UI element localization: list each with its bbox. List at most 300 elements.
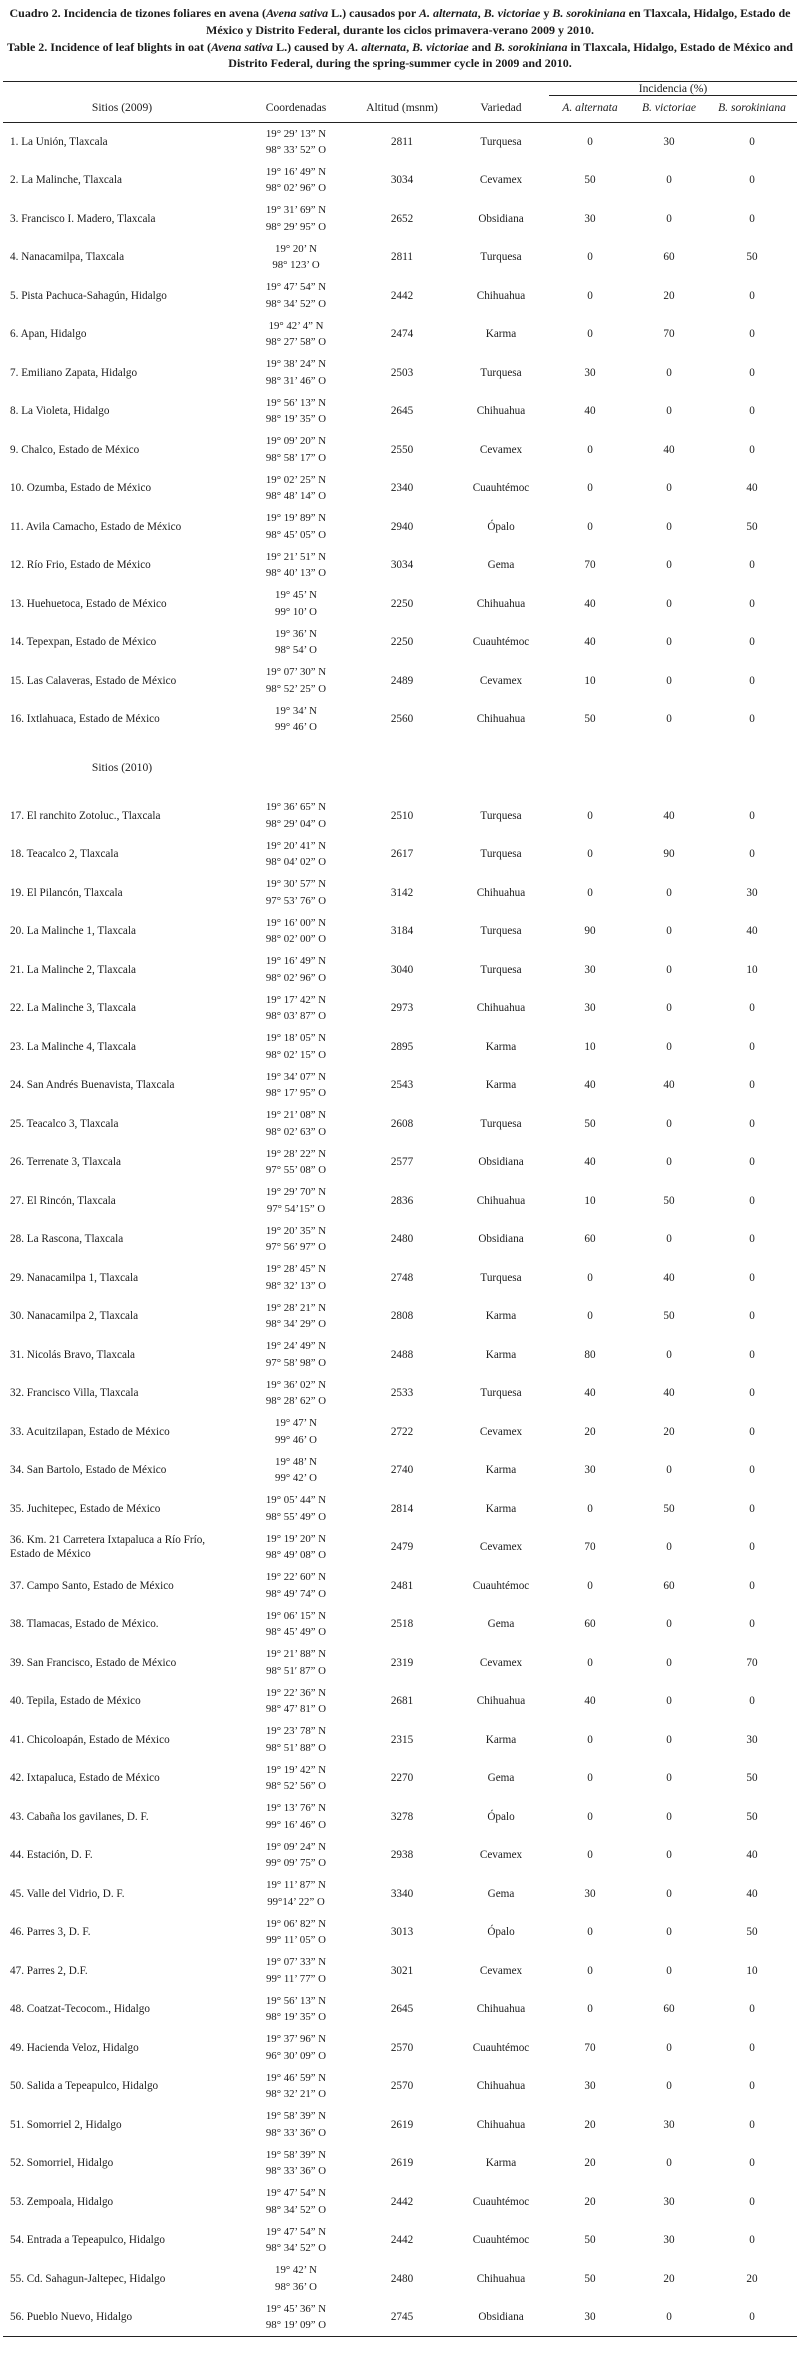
variety-value: Turquesa [480,136,522,149]
incidence-victoriae: 60 [663,251,675,264]
site-name: 37. Campo Santo, Estado de México [10,1579,174,1592]
incidence-alternata: 40 [584,405,596,418]
incidence-alternata: 40 [584,1387,596,1400]
incidence-sorokiniana: 0 [749,1117,755,1130]
latitude: 19° 09’ 24” N [265,1840,327,1853]
title-text: Table 2. Incidence of leaf blights in oat ( [7,39,211,54]
latitude: 19° 21’ 08” N [265,1109,327,1122]
site-name: 2. La Malinche, Tlaxcala [10,174,122,187]
col-header-alternata: A. alternata [549,96,631,123]
altitude-value: 2250 [390,597,414,610]
site-name: 35. Juchitepec, Estado de México [10,1502,161,1515]
table-row [3,2298,797,2337]
latitude: 19° 09’ 20” N [265,435,327,448]
site-name: 7. Emiliano Zapata, Hidalgo [10,366,138,379]
variety-value: Chihuahua [476,1695,526,1708]
site-name: 22. La Malinche 3, Tlaxcala [10,1002,136,1015]
variety-value: Chihuahua [476,1194,526,1207]
longitude: 99° 46’ O [275,1433,317,1446]
incidence-victoriae: 0 [666,636,672,649]
table-row [3,2106,797,2145]
variety-value: Turquesa [480,251,522,264]
table-row [3,1066,797,1105]
variety-value: Chihuahua [476,2272,526,2285]
altitude-value: 2510 [390,809,414,822]
site-name: 1. La Unión, Tlaxcala [10,136,108,149]
site-name: 9. Chalco, Estado de México [10,443,140,456]
incidence-sorokiniana: 0 [749,1695,755,1708]
coordinates [241,1143,351,1182]
altitude-value: 2315 [390,1733,414,1746]
incidencia-header: Incidencia (%) [549,82,797,96]
variety-value: Ópalo [487,1810,515,1823]
coordinates [241,1990,351,2029]
altitude-value: 2645 [390,2003,414,2016]
incidence-alternata: 40 [584,636,596,649]
incidence-victoriae: 0 [666,2041,672,2054]
coordinates [241,1759,351,1798]
incidence-table [3,81,797,2337]
coordinates [241,1567,351,1606]
incidence-alternata: 30 [584,2080,596,2093]
incidence-alternata: 30 [584,1002,596,1015]
site-name: 26. Terrenate 3, Tlaxcala [10,1156,121,1169]
incidence-victoriae: 40 [663,1271,675,1284]
site-name: 33. Acuitzilapan, Estado de México [10,1425,170,1438]
latitude: 19° 05’ 44” N [265,1494,327,1507]
site-name: 49. Hacienda Veloz, Hidalgo [10,2041,139,2054]
incidence-alternata: 30 [584,1464,596,1477]
latitude: 19° 17’ 42” N [265,993,327,1006]
incidence-victoriae: 50 [663,1194,675,1207]
incidence-sorokiniana: 0 [749,443,755,456]
incidence-victoriae: 0 [666,405,672,418]
site-name: 28. La Rascona, Tlaxcala [10,1233,124,1246]
incidence-sorokiniana: 30 [746,1733,758,1746]
longitude: 98° 55’ 49” O [265,1510,327,1523]
incidence-alternata: 10 [584,1040,596,1053]
table-row [3,1682,797,1721]
table-row [3,1721,797,1760]
table-row [3,277,797,316]
table-row [3,1220,797,1259]
titles [5,5,795,72]
incidence-alternata: 0 [587,1964,593,1977]
coordinates [241,1798,351,1837]
longitude: 97° 53’ 76” O [265,894,327,907]
longitude: 98° 19’ 35” O [265,413,327,426]
incidencia-group-row [3,82,797,96]
species-name: A. alternata [347,39,407,54]
table-row [3,1490,797,1529]
incidence-alternata: 0 [587,848,593,861]
site-name: 4. Nanacamilpa, Tlaxcala [10,251,125,264]
table-row [3,1182,797,1221]
table-row [3,2144,797,2183]
latitude: 19° 48’ N [275,1455,317,1468]
site-name: 3. Francisco I. Madero, Tlaxcala [10,212,156,225]
coordinates [241,912,351,951]
latitude: 19° 34’ N [275,704,317,717]
coordinates [241,1028,351,1067]
longitude: 98° 04’ 02” O [265,856,327,869]
variety-value: Cevamex [479,1656,523,1669]
incidence-sorokiniana: 0 [749,713,755,726]
incidence-sorokiniana: 50 [746,1810,758,1823]
site-name: 34. San Bartolo, Estado de México [10,1464,167,1477]
variety-value: Chihuahua [476,2118,526,2131]
variety-value: Ópalo [487,520,515,533]
incidence-alternata: 0 [587,1271,593,1284]
incidence-victoriae: 60 [663,1579,675,1592]
species-name: Avena sativa [266,6,329,20]
longitude: 98° 49’ 74” O [265,1587,327,1600]
site-name: 29. Nanacamilpa 1, Tlaxcala [10,1271,139,1284]
title-text: L.) causados por [328,6,419,20]
table-row [3,874,797,913]
incidence-victoriae: 0 [666,1656,672,1669]
site-name: 11. Avila Camacho, Estado de México [10,520,182,533]
variety-value: Cuauhtémoc [472,482,530,495]
table-row [3,1913,797,1952]
incidence-alternata: 50 [584,713,596,726]
incidence-victoriae: 40 [663,1387,675,1400]
incidence-alternata: 0 [587,1733,593,1746]
latitude: 19° 30’ 57” N [265,878,327,891]
variety-value: Chihuahua [476,886,526,899]
incidence-sorokiniana: 40 [746,1849,758,1862]
title-text: y [540,6,553,20]
coordinates [241,200,351,239]
latitude: 19° 20’ 41” N [265,839,327,852]
longitude: 98° 34’ 52” O [265,297,327,310]
longitude: 98° 51’ 88” O [265,1741,327,1754]
coordinates [241,1336,351,1375]
table-row [3,2183,797,2222]
site-name: 23. La Malinche 4, Tlaxcala [10,1040,136,1053]
site-name: 20. La Malinche 1, Tlaxcala [10,925,136,938]
altitude-value: 2973 [390,1002,414,1015]
incidence-sorokiniana: 0 [749,1079,755,1092]
latitude: 19° 13’ 76” N [265,1802,327,1815]
site-name: 54. Entrada a Tepeapulco, Hidalgo [10,2234,165,2247]
altitude-value: 3034 [390,559,414,572]
longitude: 98° 29’ 04” O [265,817,327,830]
site-name: 5. Pista Pachuca-Sahagún, Hidalgo [10,289,167,302]
variety-value: Cuauhtémoc [472,2234,530,2247]
incidence-sorokiniana: 50 [746,1926,758,1939]
longitude: 97° 58’ 98” O [265,1356,327,1369]
incidence-alternata: 0 [587,289,593,302]
variety-value: Chihuahua [476,289,526,302]
latitude: 19° 19’ 42” N [265,1763,327,1776]
longitude: 98° 33’ 36” O [265,2165,327,2178]
variety-value: Obsidiana [478,1156,524,1169]
incidence-alternata: 0 [587,520,593,533]
incidence-sorokiniana: 20 [746,2272,758,2285]
incidence-victoriae: 20 [663,289,675,302]
incidence-alternata: 0 [587,1656,593,1669]
variety-value: Turquesa [480,925,522,938]
altitude-value: 2543 [390,1079,414,1092]
table-row [3,1567,797,1606]
incidence-alternata: 20 [584,2157,596,2170]
site-name: 36. Km. 21 Carretera Ixtapaluca a Río Frío, Estado de México [10,1534,206,1561]
section-2010 [3,739,797,797]
variety-value: Cuauhtémoc [472,636,530,649]
longitude: 98° 45’ 49” O [265,1626,327,1639]
incidence-victoriae: 60 [663,2003,675,2016]
table-row [3,2029,797,2068]
incidence-sorokiniana: 0 [749,136,755,149]
coordinates [241,989,351,1028]
site-name: 27. El Rincón, Tlaxcala [10,1194,116,1207]
coordinates [241,354,351,393]
incidence-alternata: 0 [587,443,593,456]
latitude: 19° 19’ 20” N [265,1532,327,1545]
latitude: 19° 37’ 96” N [265,2033,327,2046]
incidence-alternata: 40 [584,597,596,610]
latitude: 19° 19’ 89” N [265,512,327,525]
incidence-sorokiniana: 40 [746,925,758,938]
longitude: 98° 02’ 00” O [265,933,327,946]
variety-value: Ópalo [487,1926,515,1939]
coordinates [241,315,351,354]
coordinates [241,623,351,662]
incidence-alternata: 30 [584,212,596,225]
coordinates [241,1952,351,1991]
incidence-alternata: 20 [584,2195,596,2208]
altitude-value: 2836 [390,1194,414,1207]
table-row [3,1644,797,1683]
incidence-alternata: 0 [587,886,593,899]
incidence-alternata: 50 [584,174,596,187]
incidence-alternata: 0 [587,2003,593,2016]
table-row [3,1143,797,1182]
coordinates [241,1836,351,1875]
longitude: 98° 32’ 13” O [265,1279,327,1292]
longitude: 98° 02’ 63” O [265,1125,327,1138]
incidence-alternata: 0 [587,482,593,495]
coordinates [241,1682,351,1721]
site-name: 53. Zempoala, Hidalgo [10,2195,114,2208]
longitude: 97° 54’15” O [266,1202,326,1215]
longitude: 98° 03’ 87” O [265,1010,327,1023]
table-row [3,2260,797,2299]
altitude-value: 2895 [390,1040,414,1053]
table-row [3,546,797,585]
incidence-victoriae: 0 [666,1002,672,1015]
coordinates [241,1259,351,1298]
longitude: 99° 42’ O [275,1472,317,1485]
coordinates [241,797,351,836]
altitude-value: 2722 [390,1425,414,1438]
incidence-victoriae: 0 [666,1810,672,1823]
latitude: 19° 46’ 59” N [265,2071,327,2084]
site-name: 48. Coatzat-Tecocom., Hidalgo [10,2003,150,2016]
table-row [3,1605,797,1644]
coordinates [241,1066,351,1105]
coordinates [241,585,351,624]
incidence-sorokiniana: 0 [749,289,755,302]
table-row [3,1451,797,1490]
incidence-victoriae: 0 [666,212,672,225]
site-name: 39. San Francisco, Estado de México [10,1656,177,1669]
longitude: 98° 34’ 52” O [265,2242,327,2255]
incidence-sorokiniana: 0 [749,2234,755,2247]
coordinates [241,1875,351,1914]
site-name: 43. Cabaña los gavilanes, D. F. [10,1810,149,1823]
site-name: 30. Nanacamilpa 2, Tlaxcala [10,1310,139,1323]
incidence-sorokiniana: 0 [749,1387,755,1400]
latitude: 19° 47’ 54” N [265,2187,327,2200]
table-row [3,354,797,393]
longitude: 98° 34’ 52” O [265,2203,327,2216]
variety-value: Turquesa [480,848,522,861]
coordinates [241,546,351,585]
variety-value: Cevamex [479,174,523,187]
incidence-alternata: 90 [584,925,596,938]
variety-value: Chihuahua [476,2080,526,2093]
variety-value: Chihuahua [476,713,526,726]
coordinates [241,1490,351,1529]
col-header-sorokiniana: B. sorokiniana [707,96,797,123]
variety-value: Cevamex [479,443,523,456]
latitude: 19° 06’ 82” N [265,1917,327,1930]
variety-value: Karma [485,1464,517,1477]
latitude: 19° 16’ 49” N [265,955,327,968]
table-row [3,1528,797,1567]
incidence-sorokiniana: 0 [749,1425,755,1438]
incidence-alternata: 0 [587,809,593,822]
incidence-alternata: 70 [584,559,596,572]
latitude: 19° 28’ 22” N [265,1147,327,1160]
coordinates [241,2221,351,2260]
coordinates [241,1413,351,1452]
latitude: 19° 28’ 45” N [265,1263,327,1276]
table-row [3,2221,797,2260]
altitude-value: 2488 [390,1348,414,1361]
longitude: 98° 28’ 62” O [265,1395,327,1408]
table-row [3,469,797,508]
altitude-value: 3142 [390,886,414,899]
col-header-coords: Coordenadas [241,96,351,123]
incidence-alternata: 50 [584,1117,596,1130]
site-name: 19. El Pilancón, Tlaxcala [10,886,123,899]
altitude-value: 2577 [390,1156,414,1169]
incidence-sorokiniana: 0 [749,848,755,861]
latitude: 19° 58’ 39” N [265,2110,327,2123]
incidence-sorokiniana: 50 [746,1772,758,1785]
longitude: 98° 45’ 05” O [265,528,327,541]
table-row [3,835,797,874]
site-name: 8. La Violeta, Hidalgo [10,405,110,418]
incidence-alternata: 0 [587,1502,593,1515]
variety-value: Karma [485,1348,517,1361]
longitude: 99° 10’ O [275,605,317,618]
site-name: 21. La Malinche 2, Tlaxcala [10,963,136,976]
table-row [3,989,797,1028]
incidence-sorokiniana: 0 [749,2041,755,2054]
col-header-variety: Variedad [453,96,549,123]
altitude-value: 2652 [390,212,414,225]
incidence-alternata: 0 [587,136,593,149]
latitude: 19° 42’ N [275,2264,317,2277]
coordinates [241,161,351,200]
site-name: 42. Ixtapaluca, Estado de México [10,1772,160,1785]
incidence-alternata: 0 [587,1849,593,1862]
rows-2009 [3,123,797,739]
latitude: 19° 22’ 36” N [265,1686,327,1699]
incidence-victoriae: 0 [666,1849,672,1862]
coordinates [241,1182,351,1221]
coordinates [241,1297,351,1336]
table-row [3,1952,797,1991]
variety-value: Gema [487,1887,515,1900]
longitude: 99° 09’ 75” O [265,1857,327,1870]
incidence-sorokiniana: 0 [749,1464,755,1477]
title-text: en Tlaxcala, Hidalgo, Estado de México y Distrito Federal, durante los ciclos primavera-verano 2009 y 2010. [206,6,791,37]
incidence-alternata: 0 [587,328,593,341]
longitude: 98° 33’ 36” O [265,2126,327,2139]
rows-2010 [3,797,797,2337]
coordinates [241,277,351,316]
longitude: 98° 34’ 29” O [265,1318,327,1331]
latitude: 19° 34’ 07” N [265,1070,327,1083]
variety-value: Gema [487,559,515,572]
longitude: 98° 19’ 35” O [265,2011,327,2024]
incidence-sorokiniana: 0 [749,1310,755,1323]
longitude: 98° 58’ 17” O [265,451,327,464]
site-name: 44. Estación, D. F. [10,1849,93,1862]
altitude-value: 2811 [391,251,413,264]
latitude: 19° 02’ 25” N [265,473,327,486]
longitude: 98° 47’ 81” O [265,1703,327,1716]
altitude-value: 2481 [390,1579,414,1592]
site-name: 52. Somorriel, Hidalgo [10,2157,114,2170]
variety-value: Karma [485,1079,517,1092]
incidence-victoriae: 30 [663,136,675,149]
incidence-victoriae: 20 [663,2272,675,2285]
coordinates [241,1913,351,1952]
latitude: 19° 16’ 00” N [265,916,327,929]
latitude: 19° 22’ 60” N [265,1571,327,1584]
incidence-victoriae: 90 [663,848,675,861]
variety-value: Cuauhtémoc [472,1579,530,1592]
altitude-value: 3021 [390,1964,414,1977]
coordinates [241,2144,351,2183]
coordinates [241,123,351,162]
incidence-victoriae: 0 [666,2311,672,2324]
altitude-value: 2319 [390,1656,414,1669]
incidence-victoriae: 30 [663,2118,675,2131]
altitude-value: 2940 [390,520,414,533]
table-row [3,200,797,239]
longitude: 99°14’ 22” O [267,1895,325,1908]
incidence-sorokiniana: 10 [746,1964,758,1977]
altitude-value: 2619 [390,2118,414,2131]
incidence-sorokiniana: 0 [749,559,755,572]
variety-value: Karma [485,1040,517,1053]
table-row [3,508,797,547]
title-text: , [477,6,484,20]
altitude-value: 2645 [390,405,414,418]
altitude-value: 2442 [390,2234,414,2247]
table-row [3,315,797,354]
incidence-victoriae: 50 [663,1502,675,1515]
col-header-victoriae: B. victoriae [631,96,707,123]
incidence-alternata: 70 [584,2041,596,2054]
